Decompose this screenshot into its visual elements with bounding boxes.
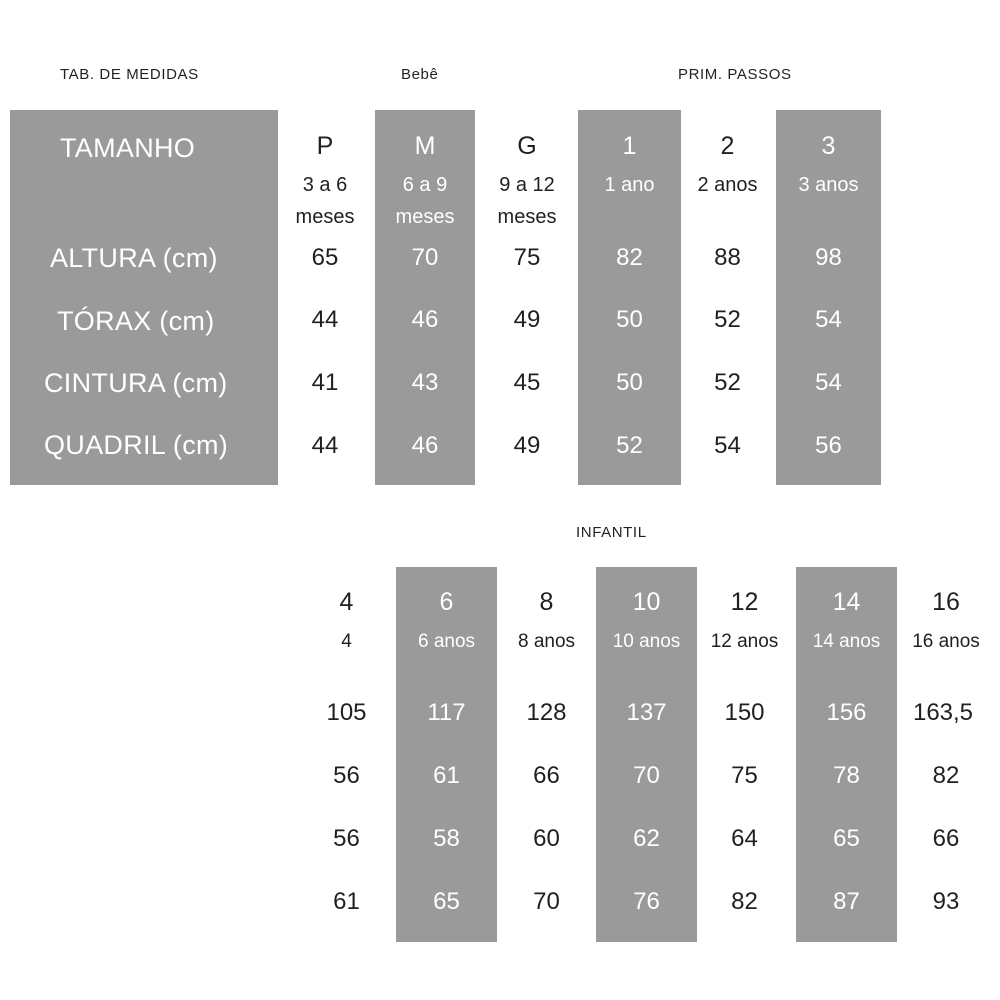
bottom-torax-16: 82 <box>932 762 960 789</box>
bottom-cintura-16: 66 <box>932 825 960 852</box>
bottom-altura-12: 150 <box>724 699 765 726</box>
top-age-p-line2: meses <box>295 206 355 228</box>
bottom-torax-10: 70 <box>633 762 660 789</box>
bottom-size-14: 14 <box>832 588 861 616</box>
top-torax-p: 44 <box>311 306 339 333</box>
bottom-age-4: 4 <box>341 631 352 652</box>
bottom-torax-12: 75 <box>731 762 758 789</box>
top-quadril-3: 56 <box>815 432 842 459</box>
bottom-size-8: 8 <box>539 588 554 616</box>
top-altura-3: 98 <box>815 244 842 271</box>
row-label-cintura: CINTURA (cm) <box>44 368 228 398</box>
bottom-altura-6: 117 <box>427 699 466 726</box>
top-age-g-line1: 9 a 12 <box>499 174 555 196</box>
top-torax-2: 52 <box>714 306 741 333</box>
bottom-age-16: 16 anos <box>912 631 980 652</box>
bottom-quadril-12: 82 <box>731 888 758 915</box>
group-header-bebe: Bebê <box>401 66 439 83</box>
column-band-10 <box>596 567 697 942</box>
bottom-quadril-16: 93 <box>932 888 960 915</box>
bottom-cintura-4: 56 <box>333 825 360 852</box>
group-header-infantil: INFANTIL <box>576 524 647 541</box>
top-quadril-g: 49 <box>513 432 541 459</box>
bottom-altura-4: 105 <box>326 699 367 726</box>
top-quadril-1: 52 <box>616 432 643 459</box>
bottom-size-12: 12 <box>730 588 759 616</box>
bottom-quadril-4: 61 <box>333 888 360 915</box>
bottom-quadril-14: 87 <box>833 888 860 915</box>
top-cintura-2: 52 <box>714 369 741 396</box>
top-size-p: P <box>316 132 334 160</box>
top-age-p-line1: 3 a 6 <box>302 174 348 196</box>
bottom-torax-4: 56 <box>333 762 360 789</box>
bottom-cintura-12: 64 <box>731 825 758 852</box>
top-altura-m: 70 <box>411 244 439 271</box>
bottom-cintura-8: 60 <box>533 825 560 852</box>
group-header-tab-de-medidas: TAB. DE MEDIDAS <box>60 66 199 83</box>
top-age-g-line2: meses <box>497 206 557 228</box>
bottom-altura-8: 128 <box>526 699 567 726</box>
top-altura-p: 65 <box>311 244 339 271</box>
row-label-quadril: QUADRIL (cm) <box>44 430 229 460</box>
row-label-block <box>10 110 278 485</box>
top-quadril-m: 46 <box>411 432 439 459</box>
bottom-altura-10: 137 <box>626 699 667 726</box>
bottom-age-12: 12 anos <box>710 631 779 652</box>
bottom-age-8: 8 anos <box>517 631 576 652</box>
top-quadril-2: 54 <box>714 432 741 459</box>
top-altura-2: 88 <box>714 244 741 271</box>
bottom-quadril-6: 65 <box>433 888 460 915</box>
bottom-size-4: 4 <box>339 588 354 616</box>
top-torax-g: 49 <box>513 306 541 333</box>
top-cintura-g: 45 <box>513 369 541 396</box>
top-age-1: 1 ano <box>604 174 655 196</box>
bottom-quadril-10: 76 <box>633 888 660 915</box>
top-cintura-m: 43 <box>411 369 439 396</box>
column-band-3 <box>776 110 881 485</box>
bottom-size-10: 10 <box>632 588 661 616</box>
top-age-2: 2 anos <box>697 174 758 196</box>
bottom-cintura-14: 65 <box>833 825 860 852</box>
top-cintura-p: 41 <box>311 369 339 396</box>
bottom-age-10: 10 anos <box>612 631 681 652</box>
bottom-size-16: 16 <box>932 588 960 616</box>
top-cintura-1: 50 <box>616 369 643 396</box>
top-size-g: G <box>517 132 537 160</box>
top-torax-m: 46 <box>411 306 439 333</box>
top-size-2: 2 <box>720 132 735 160</box>
top-size-1: 1 <box>622 132 637 160</box>
bottom-age-14: 14 anos <box>812 631 881 652</box>
top-age-m-line2: meses <box>395 206 455 228</box>
top-altura-g: 75 <box>513 244 541 271</box>
row-label-altura: ALTURA (cm) <box>50 243 218 273</box>
top-age-3: 3 anos <box>798 174 859 196</box>
column-band-m <box>375 110 475 485</box>
group-header-prim-passos: PRIM. PASSOS <box>678 66 792 83</box>
top-cintura-3: 54 <box>815 369 842 396</box>
column-band-1 <box>578 110 681 485</box>
top-torax-3: 54 <box>815 306 842 333</box>
bottom-torax-6: 61 <box>433 762 460 789</box>
top-altura-1: 82 <box>616 244 643 271</box>
bottom-altura-16: 163,5 <box>912 699 974 726</box>
row-label-tamanho: TAMANHO <box>60 133 196 163</box>
top-age-m-line1: 6 a 9 <box>402 174 448 196</box>
bottom-quadril-8: 70 <box>533 888 560 915</box>
bottom-cintura-6: 58 <box>433 825 460 852</box>
bottom-torax-14: 78 <box>833 762 860 789</box>
top-torax-1: 50 <box>616 306 643 333</box>
top-size-m: M <box>414 132 436 160</box>
bottom-age-6: 6 anos <box>417 631 476 652</box>
bottom-torax-8: 66 <box>533 762 560 789</box>
top-size-3: 3 <box>821 132 836 160</box>
bottom-altura-14: 156 <box>826 699 867 726</box>
bottom-cintura-10: 62 <box>633 825 660 852</box>
row-label-torax: TÓRAX (cm) <box>57 306 215 336</box>
bottom-size-6: 6 <box>439 588 454 616</box>
top-quadril-p: 44 <box>311 432 339 459</box>
column-band-6 <box>396 567 497 942</box>
column-band-14 <box>796 567 897 942</box>
